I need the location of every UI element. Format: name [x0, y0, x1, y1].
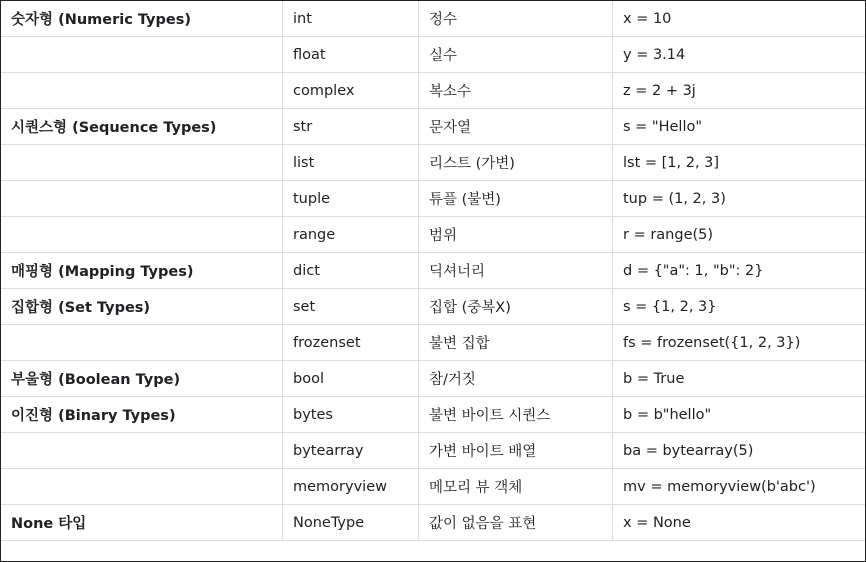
type-name-cell: NoneType — [283, 505, 419, 541]
category-cell: 부울형 (Boolean Type) — [1, 361, 283, 397]
example-cell: y = 3.14 — [613, 37, 866, 73]
table-row — [1, 109, 866, 145]
type-name-cell: float — [283, 37, 419, 73]
example-cell: z = 2 + 3j — [613, 73, 866, 109]
description-cell: 딕셔너리 — [419, 253, 613, 289]
table-row — [1, 433, 866, 469]
example-cell: ba = bytearray(5) — [613, 433, 866, 469]
type-name-cell: dict — [283, 253, 419, 289]
table-row — [1, 37, 866, 73]
category-cell: 매핑형 (Mapping Types) — [1, 253, 283, 289]
description-cell: 참/거짓 — [419, 361, 613, 397]
example-cell: r = range(5) — [613, 217, 866, 253]
example-cell: x = None — [613, 505, 866, 541]
category-cell — [1, 181, 283, 217]
example-cell: x = 10 — [613, 1, 866, 37]
description-cell: 메모리 뷰 객체 — [419, 469, 613, 505]
description-cell: 불변 집합 — [419, 325, 613, 361]
category-cell — [1, 37, 283, 73]
category-cell: 숫자형 (Numeric Types) — [1, 1, 283, 37]
type-name-cell: bytes — [283, 397, 419, 433]
table-row — [1, 361, 866, 397]
example-cell: s = {1, 2, 3} — [613, 289, 866, 325]
category-cell — [1, 217, 283, 253]
description-cell: 복소수 — [419, 73, 613, 109]
example-cell: tup = (1, 2, 3) — [613, 181, 866, 217]
type-name-cell: bytearray — [283, 433, 419, 469]
table-row — [1, 181, 866, 217]
description-cell: 실수 — [419, 37, 613, 73]
example-cell: b = True — [613, 361, 866, 397]
category-cell — [1, 73, 283, 109]
type-name-cell: tuple — [283, 181, 419, 217]
table-row — [1, 217, 866, 253]
description-cell: 튜플 (불변) — [419, 181, 613, 217]
type-name-cell: list — [283, 145, 419, 181]
type-name-cell: int — [283, 1, 419, 37]
category-cell: 집합형 (Set Types) — [1, 289, 283, 325]
type-name-cell: set — [283, 289, 419, 325]
type-name-cell: str — [283, 109, 419, 145]
example-cell: mv = memoryview(b'abc') — [613, 469, 866, 505]
table-row — [1, 325, 866, 361]
table-row — [1, 397, 866, 433]
description-cell: 리스트 (가변) — [419, 145, 613, 181]
description-cell: 정수 — [419, 1, 613, 37]
type-name-cell: complex — [283, 73, 419, 109]
category-cell: 시퀀스형 (Sequence Types) — [1, 109, 283, 145]
type-name-cell: range — [283, 217, 419, 253]
table-row — [1, 469, 866, 505]
category-cell — [1, 145, 283, 181]
category-cell: None 타입 — [1, 505, 283, 541]
table-row — [1, 145, 866, 181]
table-row — [1, 1, 866, 37]
table-row — [1, 505, 866, 541]
description-cell: 가변 바이트 배열 — [419, 433, 613, 469]
description-cell: 범위 — [419, 217, 613, 253]
category-cell: 이진형 (Binary Types) — [1, 397, 283, 433]
example-cell: b = b"hello" — [613, 397, 866, 433]
description-cell: 값이 없음을 표현 — [419, 505, 613, 541]
category-cell — [1, 469, 283, 505]
type-name-cell: bool — [283, 361, 419, 397]
description-cell: 집합 (중복X) — [419, 289, 613, 325]
description-cell: 문자열 — [419, 109, 613, 145]
table-row — [1, 253, 866, 289]
example-cell: fs = frozenset({1, 2, 3}) — [613, 325, 866, 361]
description-cell: 불변 바이트 시퀀스 — [419, 397, 613, 433]
table-row — [1, 289, 866, 325]
category-cell — [1, 433, 283, 469]
type-name-cell: frozenset — [283, 325, 419, 361]
category-cell — [1, 325, 283, 361]
example-cell: d = {"a": 1, "b": 2} — [613, 253, 866, 289]
example-cell: lst = [1, 2, 3] — [613, 145, 866, 181]
type-name-cell: memoryview — [283, 469, 419, 505]
example-cell: s = "Hello" — [613, 109, 866, 145]
table-row — [1, 73, 866, 109]
